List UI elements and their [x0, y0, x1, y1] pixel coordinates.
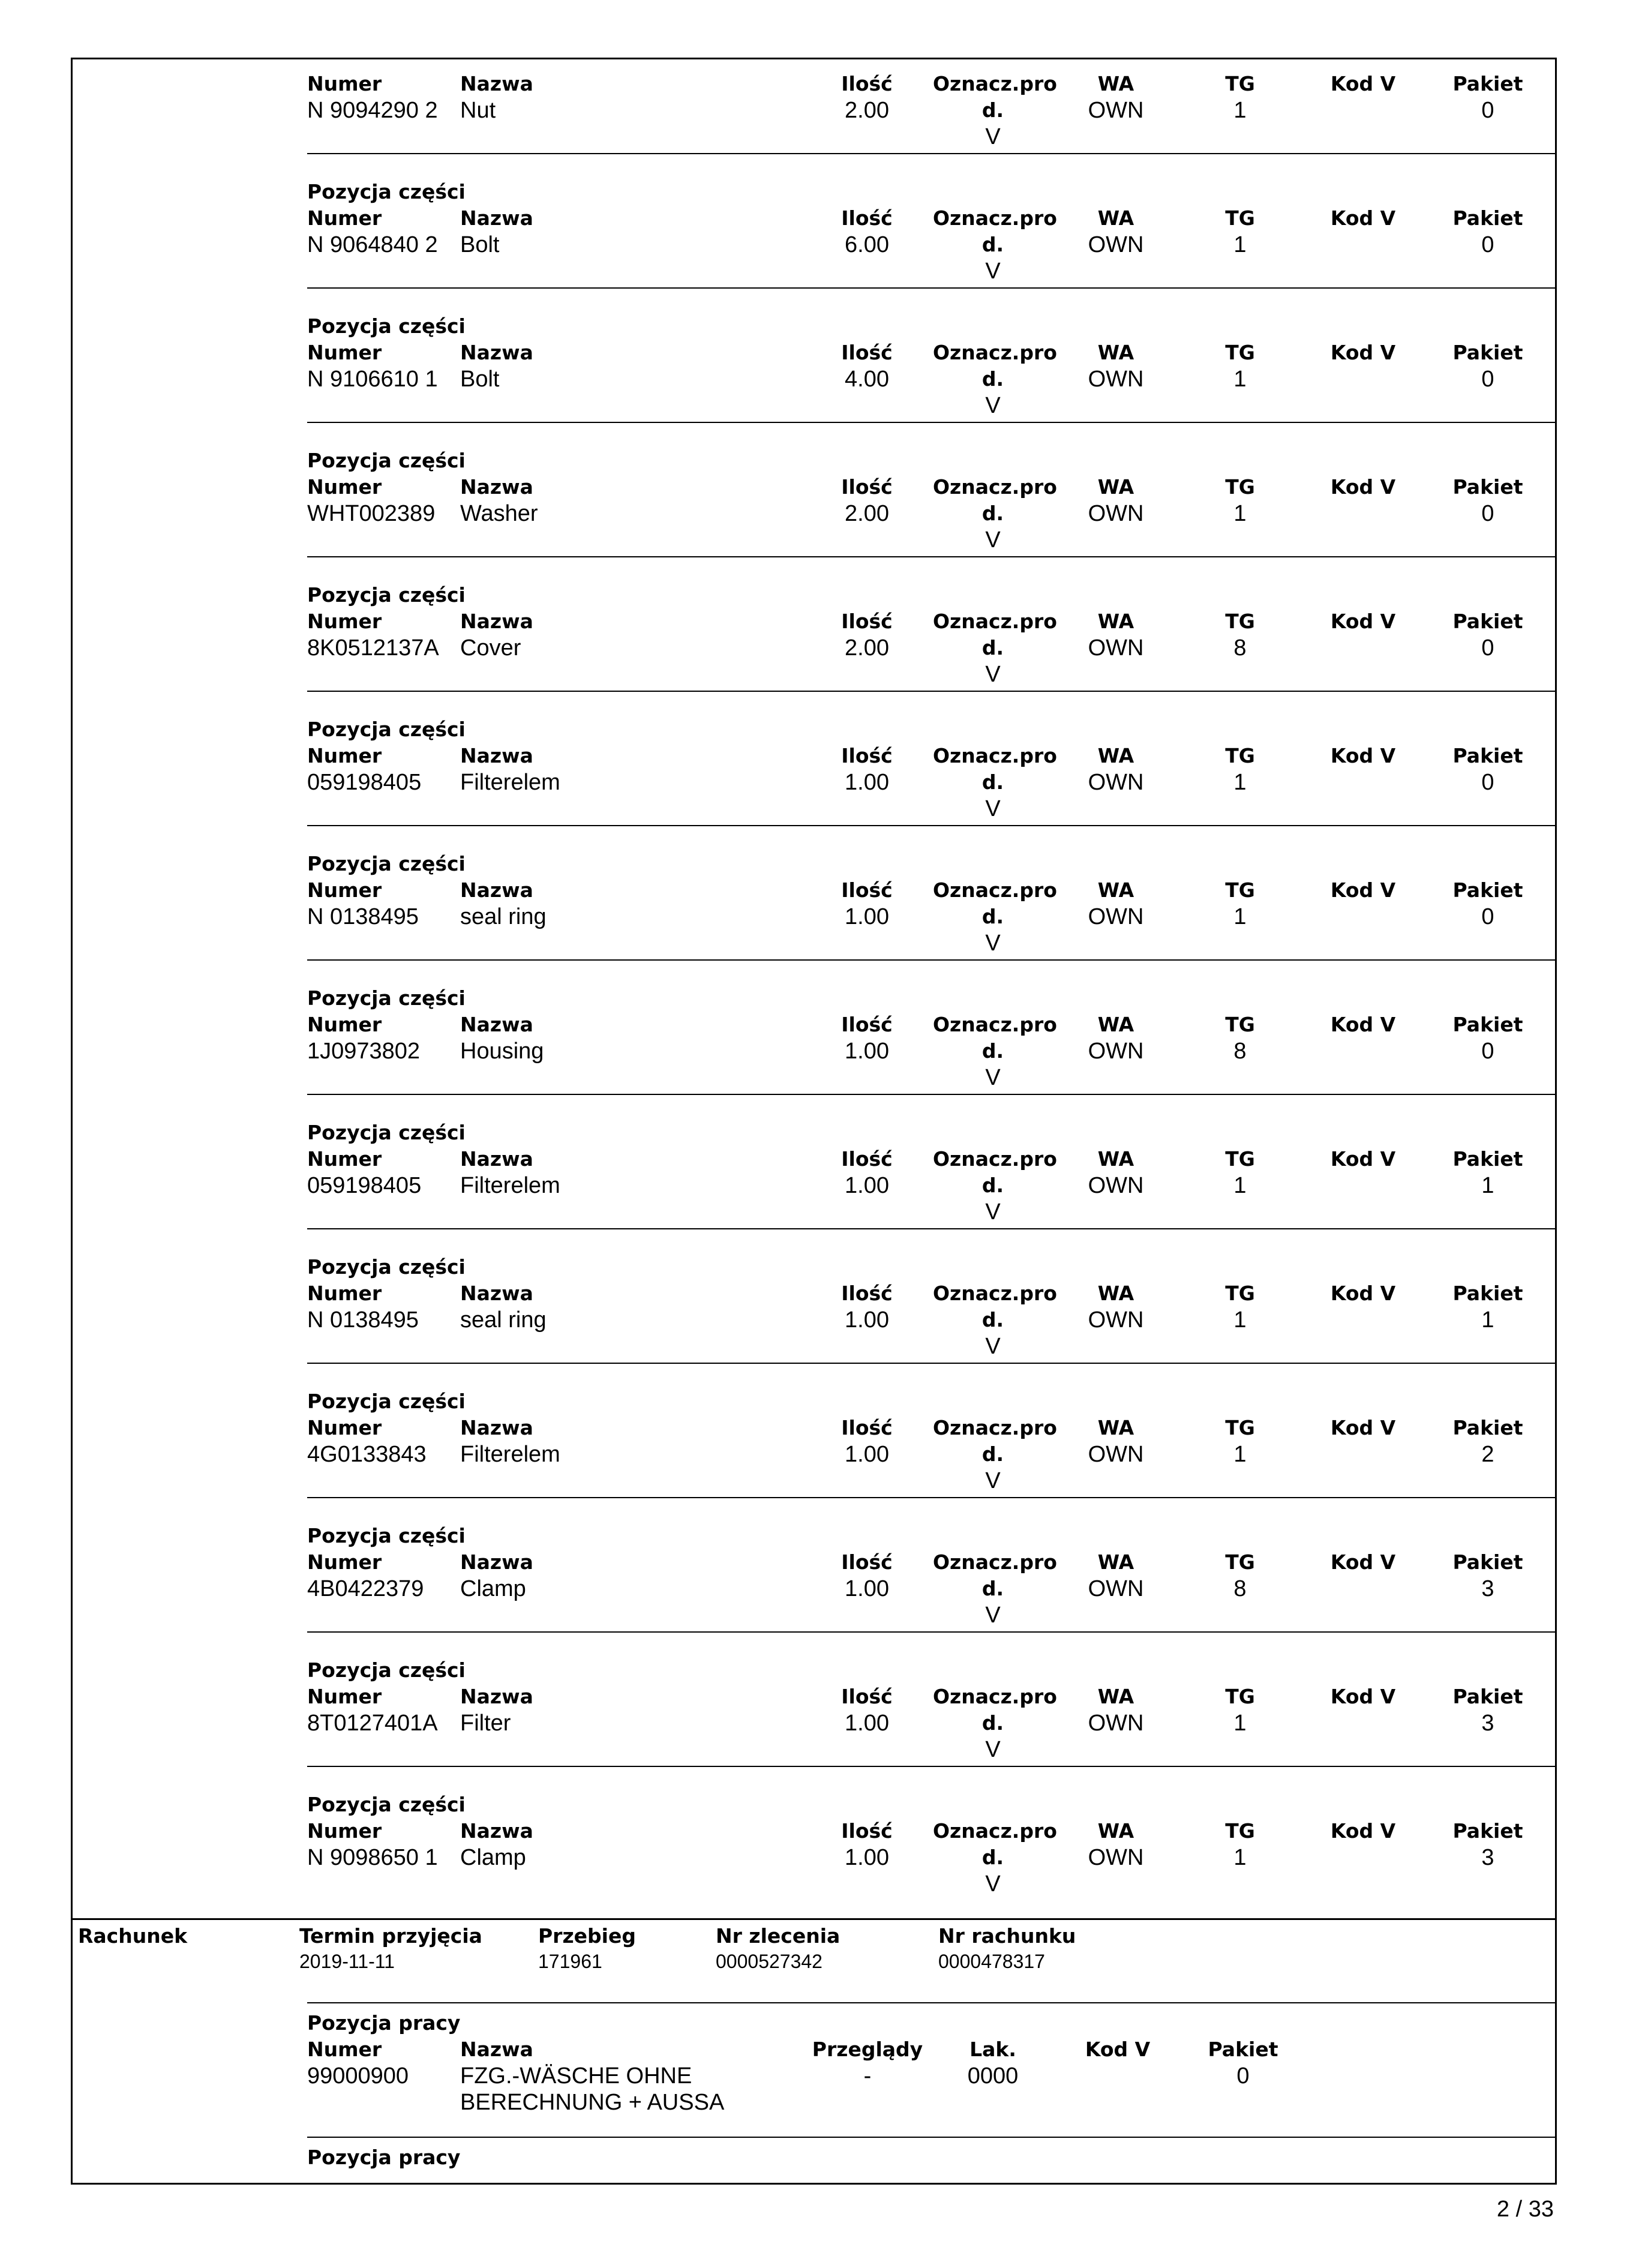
numer-label: Numer — [307, 1550, 382, 1574]
ilosc-label: Ilość — [841, 475, 893, 499]
oznacz-label-cont: d. — [981, 770, 1004, 794]
pakiet-value: 1 — [1481, 1307, 1494, 1333]
row-divider — [307, 422, 1555, 423]
wa-label: WA — [1097, 1147, 1134, 1171]
numer-value: N 0138495 — [307, 1307, 419, 1333]
nr-zlecenia-value: 0000527342 — [716, 1951, 822, 1972]
oznacz-value: V — [985, 662, 1001, 687]
pakiet-label: Pakiet — [1452, 1550, 1523, 1574]
oznacz-value: V — [985, 393, 1001, 418]
row-divider — [307, 287, 1555, 289]
pakiet-value: 0 — [1481, 1039, 1494, 1064]
pozycja-czesci-label: Pozycja części — [307, 1255, 466, 1279]
numer-value: N 9106610 1 — [307, 367, 438, 392]
pakiet-value: 3 — [1481, 1845, 1494, 1870]
oznacz-label-cont: d. — [981, 1308, 1004, 1331]
pakiet-label: Pakiet — [1452, 475, 1523, 499]
tg-value: 1 — [1233, 98, 1247, 123]
row-divider — [307, 1766, 1555, 1767]
work-nazwa-label: Nazwa — [460, 2038, 533, 2061]
wa-label: WA — [1097, 475, 1134, 499]
wa-label: WA — [1097, 1416, 1134, 1439]
pakiet-label: Pakiet — [1452, 1147, 1523, 1171]
pakiet-label: Pakiet — [1452, 72, 1523, 95]
numer-label: Numer — [307, 878, 382, 902]
pakiet-value: 0 — [1481, 98, 1494, 123]
oznacz-label: Oznacz.pro — [933, 744, 1057, 767]
oznacz-label: Oznacz.pro — [933, 610, 1057, 633]
pakiet-value: 0 — [1481, 501, 1494, 526]
numer-label: Numer — [307, 341, 382, 364]
numer-label: Numer — [307, 206, 382, 230]
oznacz-label-cont: d. — [981, 636, 1004, 659]
work-nazwa-line2: BERECHNUNG + AUSSA — [460, 2090, 725, 2115]
nazwa-value: seal ring — [460, 904, 547, 929]
numer-value: N 0138495 — [307, 904, 419, 929]
pozycja-czesci-label: Pozycja części — [307, 449, 466, 472]
numer-value: 8T0127401A — [307, 1711, 438, 1736]
oznacz-label-cont: d. — [981, 1039, 1004, 1063]
kod-v-label: Kod V — [1330, 206, 1396, 230]
wa-value: OWN — [1088, 367, 1144, 392]
rachunek-label: Rachunek — [78, 1924, 188, 1948]
row-divider — [307, 153, 1555, 154]
oznacz-label-cont: d. — [981, 1174, 1004, 1197]
nazwa-value: seal ring — [460, 1307, 547, 1333]
numer-value: 1J0973802 — [307, 1039, 421, 1064]
pozycja-czesci-label: Pozycja części — [307, 1793, 466, 1816]
oznacz-label: Oznacz.pro — [933, 1416, 1057, 1439]
numer-label: Numer — [307, 72, 382, 95]
pakiet-label: Pakiet — [1452, 878, 1523, 902]
wa-label: WA — [1097, 206, 1134, 230]
tg-label: TG — [1225, 341, 1255, 364]
wa-value: OWN — [1088, 635, 1144, 661]
nazwa-label: Nazwa — [460, 610, 533, 633]
ilosc-value: 1.00 — [845, 1173, 889, 1198]
ilosc-value: 1.00 — [845, 1442, 889, 1467]
nazwa-label: Nazwa — [460, 1013, 533, 1036]
tg-label: TG — [1225, 1550, 1255, 1574]
tg-label: TG — [1225, 1147, 1255, 1171]
oznacz-label-cont: d. — [981, 1711, 1004, 1735]
nr-zlecenia-label: Nr zlecenia — [716, 1924, 840, 1948]
oznacz-label: Oznacz.pro — [933, 1550, 1057, 1574]
row-divider — [307, 1631, 1555, 1633]
wa-value: OWN — [1088, 232, 1144, 257]
pakiet-value: 0 — [1481, 367, 1494, 392]
numer-label: Numer — [307, 1147, 382, 1171]
oznacz-label: Oznacz.pro — [933, 475, 1057, 499]
wa-value: OWN — [1088, 1039, 1144, 1064]
lak-label: Lak. — [969, 2038, 1016, 2061]
nr-rachunku-value: 0000478317 — [938, 1951, 1045, 1972]
oznacz-value: V — [985, 796, 1001, 821]
nazwa-label: Nazwa — [460, 72, 533, 95]
ilosc-label: Ilość — [841, 341, 893, 364]
ilosc-value: 2.00 — [845, 635, 889, 661]
numer-value: 4G0133843 — [307, 1442, 427, 1467]
nazwa-value: Housing — [460, 1039, 544, 1064]
work-nazwa-line1: FZG.-WÄSCHE OHNE — [460, 2063, 692, 2089]
kod-v-label: Kod V — [1330, 1685, 1396, 1708]
pakiet-value: 3 — [1481, 1711, 1494, 1736]
nr-rachunku-label: Nr rachunku — [938, 1924, 1076, 1948]
page-number: 2 / 33 — [1496, 2197, 1554, 2222]
tg-value: 8 — [1233, 635, 1247, 661]
numer-label: Numer — [307, 1416, 382, 1439]
section-divider — [71, 1918, 1557, 1920]
ilosc-value: 2.00 — [845, 98, 889, 123]
tg-value: 8 — [1233, 1039, 1247, 1064]
kod-v-label: Kod V — [1330, 1550, 1396, 1574]
oznacz-value: V — [985, 1468, 1001, 1493]
tg-value: 1 — [1233, 904, 1247, 929]
oznacz-label: Oznacz.pro — [933, 878, 1057, 902]
kod-v-label: Kod V — [1330, 1819, 1396, 1843]
numer-label: Numer — [307, 1282, 382, 1305]
pakiet-label: Pakiet — [1452, 1282, 1523, 1305]
row-divider — [307, 1228, 1555, 1229]
przeglady-value: - — [863, 2063, 872, 2089]
wa-label: WA — [1097, 878, 1134, 902]
ilosc-value: 1.00 — [845, 1307, 889, 1333]
nazwa-value: Bolt — [460, 367, 500, 392]
nazwa-label: Nazwa — [460, 878, 533, 902]
pozycja-czesci-label: Pozycja części — [307, 1121, 466, 1144]
oznacz-label-cont: d. — [981, 233, 1004, 256]
nazwa-label: Nazwa — [460, 744, 533, 767]
kod-v-label: Kod V — [1330, 744, 1396, 767]
przeglady-label: Przeglądy — [812, 2038, 923, 2061]
oznacz-label: Oznacz.pro — [933, 1685, 1057, 1708]
row-divider — [307, 1094, 1555, 1095]
pakiet-value: 1 — [1481, 1173, 1494, 1198]
ilosc-value: 1.00 — [845, 1845, 889, 1870]
wa-value: OWN — [1088, 1442, 1144, 1467]
tg-label: TG — [1225, 206, 1255, 230]
wa-label: WA — [1097, 72, 1134, 95]
kod-v-label: Kod V — [1330, 1013, 1396, 1036]
oznacz-value: V — [985, 1065, 1001, 1090]
nazwa-value: Filterelem — [460, 770, 560, 795]
row-divider — [307, 1497, 1555, 1498]
pozycja-czesci-label: Pozycja części — [307, 986, 466, 1010]
oznacz-label: Oznacz.pro — [933, 1282, 1057, 1305]
tg-label: TG — [1225, 1013, 1255, 1036]
tg-label: TG — [1225, 1819, 1255, 1843]
oznacz-value: V — [985, 259, 1001, 284]
work-pakiet-value: 0 — [1236, 2063, 1250, 2089]
wa-label: WA — [1097, 341, 1134, 364]
pakiet-label: Pakiet — [1452, 744, 1523, 767]
ilosc-label: Ilość — [841, 1416, 893, 1439]
ilosc-label: Ilość — [841, 206, 893, 230]
ilosc-label: Ilość — [841, 744, 893, 767]
kod-v-label: Kod V — [1330, 1147, 1396, 1171]
oznacz-value: V — [985, 527, 1001, 553]
pakiet-value: 0 — [1481, 635, 1494, 661]
oznacz-label: Oznacz.pro — [933, 341, 1057, 364]
oznacz-value: V — [985, 1871, 1001, 1897]
tg-label: TG — [1225, 610, 1255, 633]
kod-v-label: Kod V — [1330, 72, 1396, 95]
oznacz-label-cont: d. — [981, 1846, 1004, 1869]
oznacz-label: Oznacz.pro — [933, 1013, 1057, 1036]
pakiet-label: Pakiet — [1452, 1416, 1523, 1439]
row-divider — [307, 1363, 1555, 1364]
work-kod-v-label: Kod V — [1085, 2038, 1151, 2061]
przebieg-value: 171961 — [538, 1951, 602, 1972]
wa-label: WA — [1097, 1013, 1134, 1036]
numer-label: Numer — [307, 1685, 382, 1708]
row-divider — [307, 691, 1555, 692]
nazwa-value: Filter — [460, 1711, 511, 1736]
ilosc-label: Ilość — [841, 1819, 893, 1843]
oznacz-value: V — [985, 1334, 1001, 1359]
wa-value: OWN — [1088, 770, 1144, 795]
tg-value: 1 — [1233, 501, 1247, 526]
wa-value: OWN — [1088, 1576, 1144, 1601]
pakiet-label: Pakiet — [1452, 1819, 1523, 1843]
nazwa-label: Nazwa — [460, 341, 533, 364]
ilosc-label: Ilość — [841, 1685, 893, 1708]
ilosc-label: Ilość — [841, 610, 893, 633]
oznacz-value: V — [985, 1737, 1001, 1762]
ilosc-label: Ilość — [841, 878, 893, 902]
tg-value: 1 — [1233, 1711, 1247, 1736]
ilosc-value: 1.00 — [845, 1576, 889, 1601]
numer-value: WHT002389 — [307, 501, 436, 526]
numer-label: Numer — [307, 744, 382, 767]
nazwa-value: Filterelem — [460, 1173, 560, 1198]
wa-value: OWN — [1088, 1173, 1144, 1198]
wa-value: OWN — [1088, 501, 1144, 526]
numer-label: Numer — [307, 1013, 382, 1036]
pozycja-czesci-label: Pozycja części — [307, 1524, 466, 1547]
ilosc-value: 4.00 — [845, 367, 889, 392]
row-divider — [307, 556, 1555, 557]
numer-value: N 9098650 1 — [307, 1845, 438, 1870]
wa-value: OWN — [1088, 1711, 1144, 1736]
nazwa-label: Nazwa — [460, 206, 533, 230]
numer-value: 059198405 — [307, 1173, 422, 1198]
ilosc-label: Ilość — [841, 1013, 893, 1036]
ilosc-value: 2.00 — [845, 501, 889, 526]
tg-label: TG — [1225, 878, 1255, 902]
kod-v-label: Kod V — [1330, 475, 1396, 499]
kod-v-label: Kod V — [1330, 1416, 1396, 1439]
numer-label: Numer — [307, 475, 382, 499]
numer-value: 059198405 — [307, 770, 422, 795]
tg-label: TG — [1225, 1282, 1255, 1305]
tg-value: 1 — [1233, 1442, 1247, 1467]
wa-value: OWN — [1088, 904, 1144, 929]
nazwa-value: Clamp — [460, 1845, 526, 1870]
nazwa-label: Nazwa — [460, 1282, 533, 1305]
przebieg-label: Przebieg — [538, 1924, 636, 1948]
nazwa-value: Filterelem — [460, 1442, 560, 1467]
nazwa-label: Nazwa — [460, 1416, 533, 1439]
wa-label: WA — [1097, 610, 1134, 633]
tg-value: 1 — [1233, 1845, 1247, 1870]
ilosc-label: Ilość — [841, 1550, 893, 1574]
oznacz-value: V — [985, 124, 1001, 149]
tg-value: 1 — [1233, 367, 1247, 392]
pozycja-czesci-label: Pozycja części — [307, 1390, 466, 1413]
work-pakiet-label: Pakiet — [1208, 2038, 1278, 2061]
tg-label: TG — [1225, 1685, 1255, 1708]
oznacz-label: Oznacz.pro — [933, 72, 1057, 95]
pozycja-czesci-label: Pozycja części — [307, 314, 466, 338]
tg-label: TG — [1225, 475, 1255, 499]
tg-label: TG — [1225, 72, 1255, 95]
numer-label: Numer — [307, 1819, 382, 1843]
wa-label: WA — [1097, 1282, 1134, 1305]
nazwa-label: Nazwa — [460, 475, 533, 499]
numer-value: N 9094290 2 — [307, 98, 438, 123]
ilosc-label: Ilość — [841, 72, 893, 95]
pakiet-value: 0 — [1481, 770, 1494, 795]
ilosc-label: Ilość — [841, 1147, 893, 1171]
wa-label: WA — [1097, 744, 1134, 767]
nazwa-value: Washer — [460, 501, 538, 526]
tg-value: 1 — [1233, 1173, 1247, 1198]
nazwa-label: Nazwa — [460, 1147, 533, 1171]
termin-value: 2019-11-11 — [299, 1951, 395, 1972]
nazwa-value: Bolt — [460, 232, 500, 257]
tg-label: TG — [1225, 1416, 1255, 1439]
ilosc-label: Ilość — [841, 1282, 893, 1305]
pozycja-czesci-label: Pozycja części — [307, 852, 466, 875]
kod-v-label: Kod V — [1330, 610, 1396, 633]
row-divider — [307, 959, 1555, 961]
next-pozycja-pracy-label: Pozycja pracy — [307, 2146, 461, 2169]
ilosc-value: 1.00 — [845, 904, 889, 929]
oznacz-label-cont: d. — [981, 905, 1004, 928]
ilosc-value: 6.00 — [845, 232, 889, 257]
work-numer-label: Numer — [307, 2038, 382, 2061]
nazwa-value: Clamp — [460, 1576, 526, 1601]
wa-value: OWN — [1088, 98, 1144, 123]
nazwa-label: Nazwa — [460, 1819, 533, 1843]
pakiet-label: Pakiet — [1452, 610, 1523, 633]
pakiet-label: Pakiet — [1452, 341, 1523, 364]
kod-v-label: Kod V — [1330, 878, 1396, 902]
oznacz-label-cont: d. — [981, 1442, 1004, 1466]
oznacz-label: Oznacz.pro — [933, 206, 1057, 230]
pakiet-label: Pakiet — [1452, 1685, 1523, 1708]
row-divider — [307, 2002, 1555, 2003]
tg-value: 1 — [1233, 770, 1247, 795]
nazwa-label: Nazwa — [460, 1550, 533, 1574]
pakiet-value: 2 — [1481, 1442, 1494, 1467]
oznacz-value: V — [985, 1199, 1001, 1225]
numer-value: 8K0512137A — [307, 635, 439, 661]
kod-v-label: Kod V — [1330, 1282, 1396, 1305]
row-divider — [307, 2137, 1555, 2138]
lak-value: 0000 — [967, 2063, 1019, 2089]
wa-label: WA — [1097, 1550, 1134, 1574]
nazwa-label: Nazwa — [460, 1685, 533, 1708]
pozycja-czesci-label: Pozycja części — [307, 718, 466, 741]
tg-label: TG — [1225, 744, 1255, 767]
wa-value: OWN — [1088, 1307, 1144, 1333]
pakiet-label: Pakiet — [1452, 206, 1523, 230]
wa-label: WA — [1097, 1685, 1134, 1708]
oznacz-label-cont: d. — [981, 502, 1004, 525]
pozycja-czesci-label: Pozycja części — [307, 583, 466, 607]
tg-value: 8 — [1233, 1576, 1247, 1601]
pakiet-value: 3 — [1481, 1576, 1494, 1601]
oznacz-label-cont: d. — [981, 98, 1004, 122]
oznacz-label-cont: d. — [981, 1577, 1004, 1600]
row-divider — [307, 825, 1555, 826]
oznacz-label: Oznacz.pro — [933, 1147, 1057, 1171]
wa-label: WA — [1097, 1819, 1134, 1843]
tg-value: 1 — [1233, 232, 1247, 257]
pozycja-czesci-label: Pozycja części — [307, 1658, 466, 1682]
nazwa-value: Cover — [460, 635, 521, 661]
ilosc-value: 1.00 — [845, 770, 889, 795]
oznacz-label-cont: d. — [981, 367, 1004, 391]
pakiet-value: 0 — [1481, 904, 1494, 929]
termin-label: Termin przyjęcia — [299, 1924, 482, 1948]
numer-value: N 9064840 2 — [307, 232, 438, 257]
numer-value: 4B0422379 — [307, 1576, 424, 1601]
document-frame — [71, 58, 1557, 2185]
nazwa-value: Nut — [460, 98, 496, 123]
oznacz-value: V — [985, 931, 1001, 956]
pozycja-pracy-label: Pozycja pracy — [307, 2011, 461, 2035]
tg-value: 1 — [1233, 1307, 1247, 1333]
pozycja-czesci-label: Pozycja części — [307, 180, 466, 203]
pakiet-value: 0 — [1481, 232, 1494, 257]
work-numer-value: 99000900 — [307, 2063, 409, 2089]
oznacz-value: V — [985, 1603, 1001, 1628]
ilosc-value: 1.00 — [845, 1711, 889, 1736]
numer-label: Numer — [307, 610, 382, 633]
wa-value: OWN — [1088, 1845, 1144, 1870]
ilosc-value: 1.00 — [845, 1039, 889, 1064]
pakiet-label: Pakiet — [1452, 1013, 1523, 1036]
oznacz-label: Oznacz.pro — [933, 1819, 1057, 1843]
kod-v-label: Kod V — [1330, 341, 1396, 364]
